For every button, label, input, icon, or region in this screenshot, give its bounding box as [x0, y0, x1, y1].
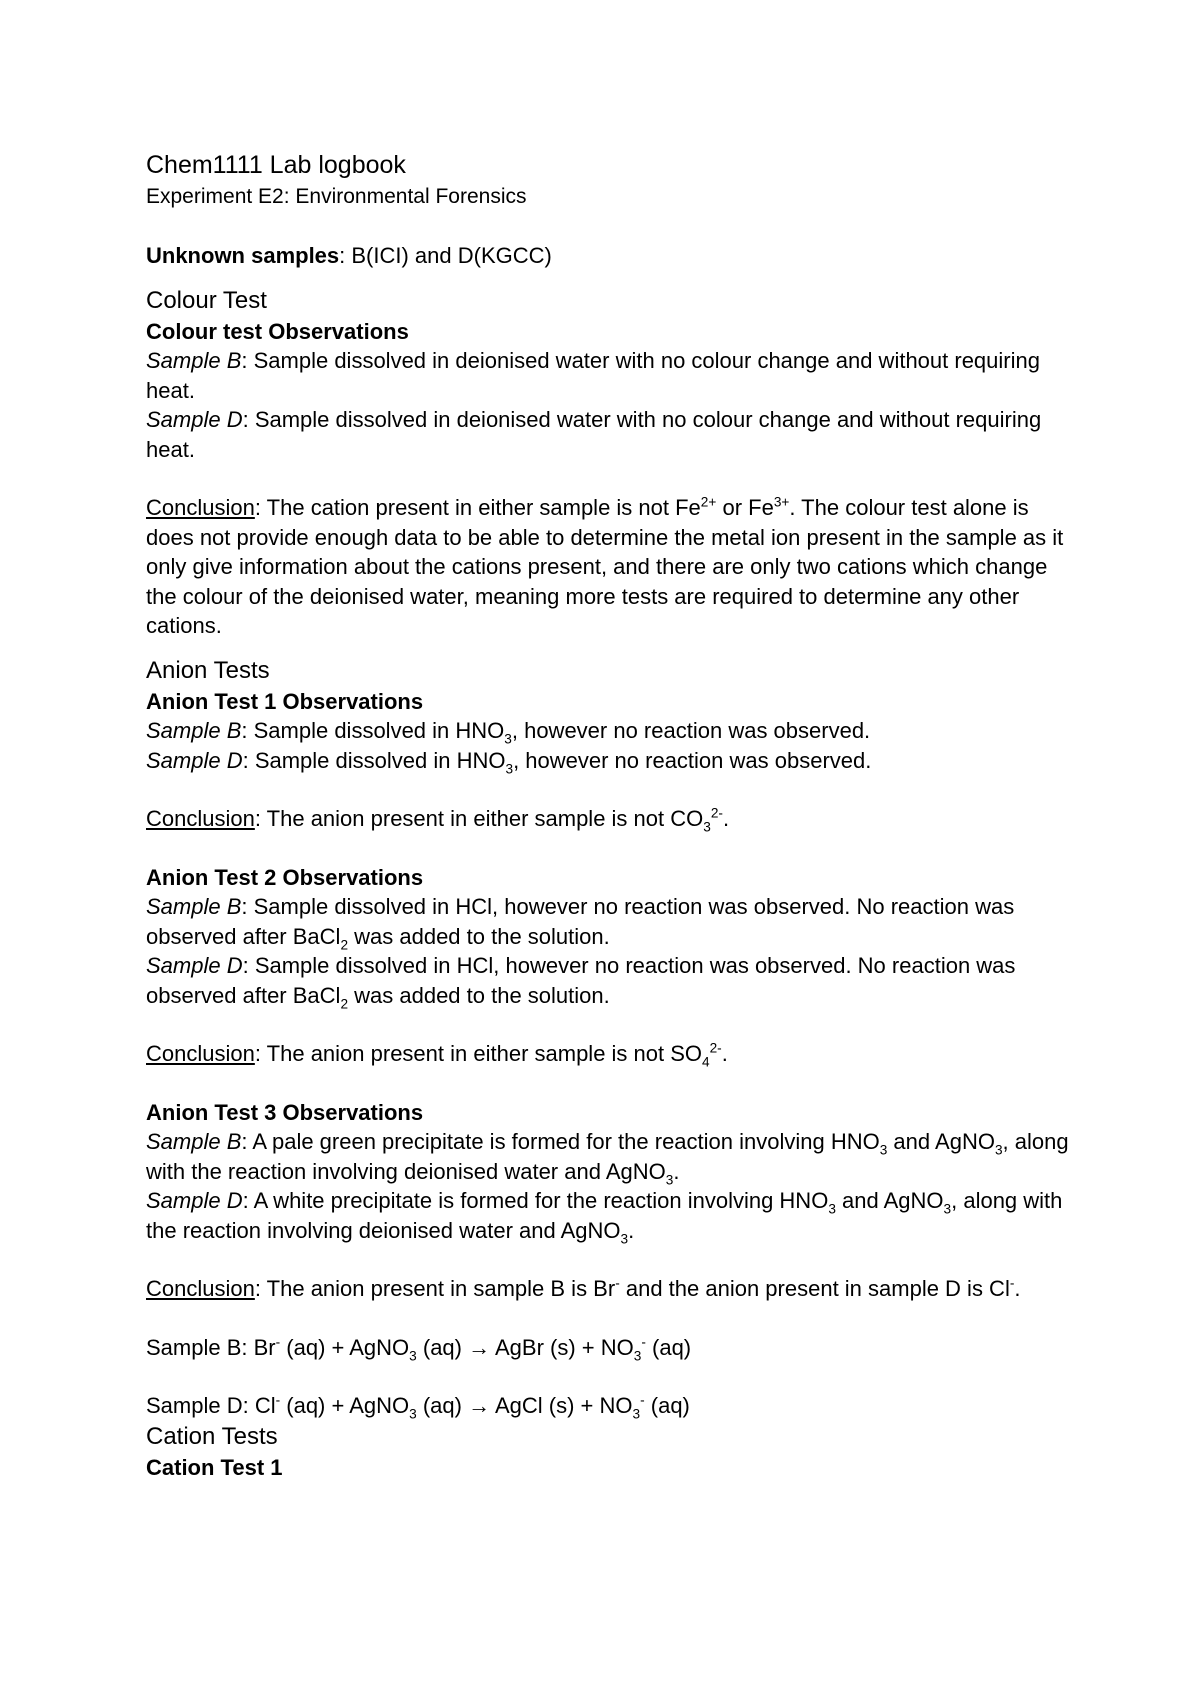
unknown-samples: Unknown samples: B(ICI) and D(KGCC) — [146, 243, 552, 268]
anion2-sample-b: Sample B: Sample dissolved in HCl, however no reaction was observed. No reaction was observed after BaCl$_2$ was added to the solution. — [146, 894, 1015, 952]
anion1-sample-b: Sample B: Sample dissolved in $HNO_3$, however no reaction was observed. — [146, 718, 871, 747]
arrow-icon: → — [468, 1393, 491, 1418]
colour-sample-d: Sample D: Sample dissolved in deionised water with no colour change and without requiring heat. — [146, 407, 1042, 462]
equation-sample-b: Sample B: Br- (aq) + AgNO$_3$ (aq) → AgBr $(s) + NO_3^-$ (aq) — [146, 1334, 692, 1363]
anion-test-1-heading: Anion Test 1 Observations — [146, 688, 424, 714]
cation-tests-heading: Cation Tests — [146, 1422, 278, 1450]
anion1-conclusion: Conclusion: The anion present in either sample is not $CO_3^{2-}$. — [146, 805, 730, 835]
colour-test-heading: Colour Test — [146, 286, 267, 314]
anion-tests-heading: Anion Tests — [146, 656, 270, 684]
logbook-page — [146, 148, 1076, 1482]
anion-test-3-heading: Anion Test 3 Observations — [146, 1099, 424, 1125]
arrow-icon: → — [468, 1334, 491, 1360]
page-title: Chem1111 Lab logbook — [146, 151, 406, 179]
anion3-conclusion: Conclusion: The anion present in sample B is Br- and the anion present in sample D is Cl-. — [146, 1275, 1021, 1301]
cation-test-1-heading: Cation Test 1 — [146, 1454, 283, 1480]
colour-sample-b: Sample B: Sample dissolved in deionised water with no colour change and without requiring heat. — [146, 348, 1040, 403]
anion-test-2-heading: Anion Test 2 Observations — [146, 864, 424, 890]
anion3-sample-b: Sample B: A pale green precipitate is formed for the reaction involving $HNO_3$ and AgNO$_3$, along with the reaction involving deionised water and AgNO$_3$. — [146, 1129, 1069, 1187]
colour-test-obs-heading: Colour test Observations — [146, 318, 409, 344]
colour-conclusion: Conclusion: The cation present in either sample is not $Fe^{2+}$ or $Fe^{3+}$. The colour test alone is does not provide enough data to be able to determine the metal ion present in the sample as it only give information about the cations present, and there are only two cations which change the colour of the deionised water, meaning more tests are required to determine any other cations. — [146, 494, 1064, 638]
anion1-sample-d: Sample D: Sample dissolved in $HNO_3$, however no reaction was observed. — [146, 747, 872, 776]
anion2-sample-d: Sample D: Sample dissolved in HCl, however no reaction was observed. No reaction was observed after BaCl$_2$ was added to the solution. — [146, 953, 1016, 1011]
equation-sample-d: Sample D: Cl- (aq) + AgNO$_3$ (aq) → AgCl $(s) + NO_3^-$ (aq) — [146, 1392, 690, 1422]
experiment-title: Experiment E2: Environmental Forensics — [146, 185, 527, 208]
anion3-sample-d: Sample D: A white precipitate is formed for the reaction involving $HNO_3$ and AgNO$_3$, along with the reaction involving deionised water and AgNO$_3$. — [146, 1188, 1063, 1246]
anion2-conclusion: Conclusion: The anion present in either sample is not $SO_4^{2-}$. — [146, 1040, 728, 1070]
